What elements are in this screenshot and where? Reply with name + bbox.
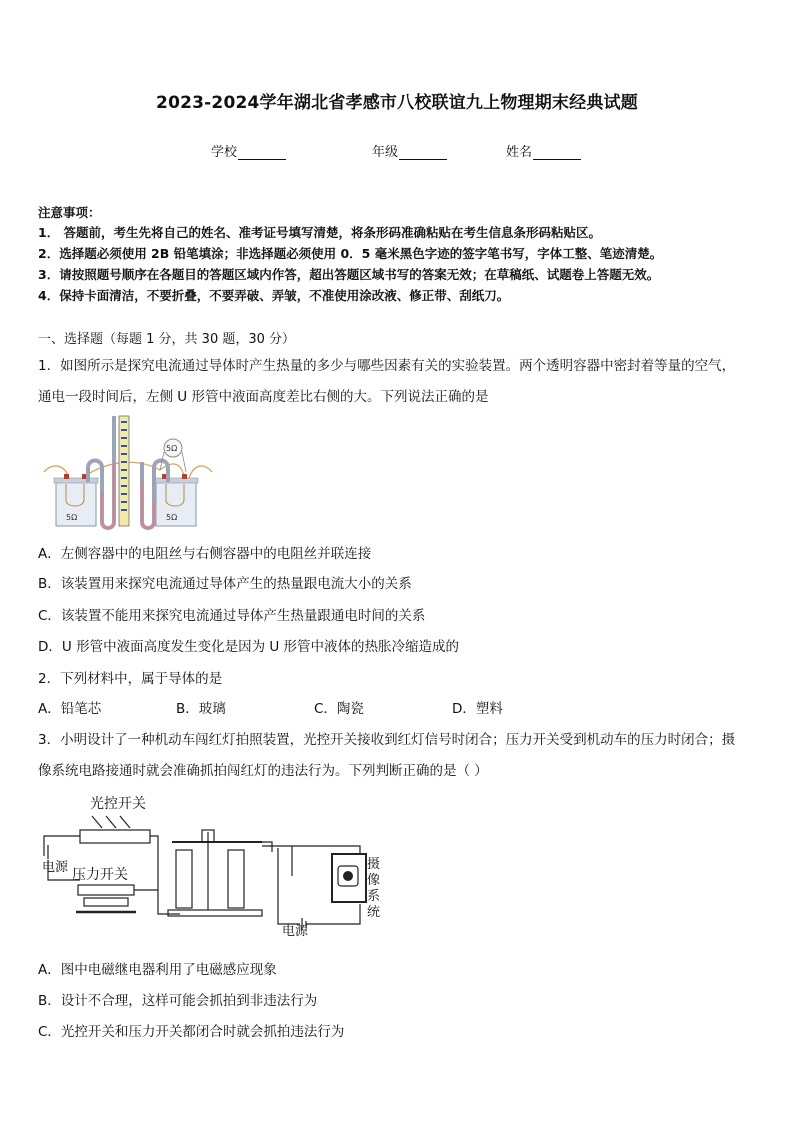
q1-option-a[interactable]: A．左侧容器中的电阻丝与右侧容器中的电阻丝并联连接 [38,546,372,562]
q1-left-resistor-label: 5Ω [66,513,78,522]
note-item: 3．请按照题号顺序在各题目的答题区域内作答，超出答题区域书写的答案无效；在草稿纸、试题卷上答题无效。 [38,267,660,282]
q3-wire [306,904,360,924]
q3-option-c[interactable]: C．光控开关和压力开关都闭合时就会抓拍违法行为 [38,1024,345,1040]
q1-left-terminal [64,474,69,479]
notes-heading: 注意事项： [38,205,101,220]
note-item: 4．保持卡面清洁，不要折叠，不要弄破、弄皱，不准使用涂改液、修正带、刮纸刀。 [38,288,510,303]
q3-wire [262,842,272,852]
q1-right-resistor-label: 5Ω [166,513,178,522]
q3-camera-label-char: 系 [367,889,381,904]
q1-right-lid [154,478,198,483]
q3-pressure-switch [78,885,134,895]
q3-wire [262,846,292,876]
name-field[interactable] [506,141,581,160]
q1-right-terminal [182,474,187,479]
q3-light-arrow [120,816,130,828]
q1-stem-line2: 通电一段时间后，左侧 U 形管中液面高度差比右侧的大。下列说法正确的是 [38,389,489,405]
q3-relay-coil-right [228,850,244,908]
q3-camera-label-char: 像 [367,873,381,888]
name-label: 姓名 [506,145,533,160]
q3-wire [44,836,80,848]
q3-pressure-switch-label: 压力开关 [72,867,128,883]
note-item: 2．选择题必须使用 2B 铅笔填涂；非选择题必须使用 0．5 毫米黑色字迹的签字笔书写，字体工整、笔迹清楚。 [38,246,663,261]
name-blank[interactable] [533,147,581,160]
q3-circuit-figure [40,790,390,940]
q3-pressure-base [84,898,128,906]
q3-camera-lens [343,871,353,881]
q1-top-resistor-label: 5Ω [166,444,178,453]
q1-stem-line1: 1．如图所示是探究电流通过导体时产生热量的多少与哪些因素有关的实验装置。两个透明容器中密封着等量的空气， [38,358,736,374]
q3-stem-line1: 3．小明设计了一种机动车闯红灯拍照装置，光控开关接收到红灯信号时闭合；压力开关受到机动车的压力时闭合；摄 [38,732,736,748]
q1-figure [42,412,214,530]
q1-option-b[interactable]: B．该装置用来探究电流通过导体产生的热量跟电流大小的关系 [38,576,412,592]
q1-option-d[interactable]: D．U 形管中液面高度发生变化是因为 U 形管中液体的热胀冷缩造成的 [38,639,460,655]
q3-option-a[interactable]: A．图中电磁继电器利用了电磁感应现象 [38,962,277,978]
q1-left-lid [54,478,98,483]
q3-light-switch-label: 光控开关 [90,796,146,812]
q3-stem-line2: 像系统电路接通时就会准确抓拍闯红灯的违法行为。下列判断正确的是（ ） [38,763,488,779]
q3-light-arrow [92,816,102,828]
q3-camera-label-char: 统 [367,905,381,920]
q3-relay-base [168,910,262,916]
q3-relay-coil-left [176,850,192,908]
page-title: 2023-2024学年湖北省孝感市八校联谊九上物理期末经典试题 [156,93,638,113]
section-title: 一、选择题（每题 1 分，共 30 题，30 分） [38,332,296,347]
grade-blank[interactable] [399,147,447,160]
grade-field[interactable] [372,141,447,160]
q1-option-c[interactable]: C．该装置不能用来探究电流通过导体产生热量跟通电时间的关系 [38,608,426,624]
school-field[interactable] [211,141,286,160]
q3-wire [278,890,300,924]
q2-option-a[interactable]: A．铅笔芯 [38,701,102,717]
q3-option-b[interactable]: B．设计不合理，这样可能会抓拍到非违法行为 [38,993,318,1009]
q3-camera-label-char: 摄 [367,857,381,872]
grade-label: 年级 [372,145,399,160]
q3-light-arrow [106,816,116,828]
school-blank[interactable] [238,147,286,160]
q2-option-b[interactable]: B．玻璃 [176,701,226,717]
q2-option-d[interactable]: D．塑料 [452,701,503,717]
q3-power-left-label: 电源 [42,860,69,875]
q3-power-bottom-label: 电源 [282,924,309,939]
q3-wire [292,846,360,854]
q2-stem: 2．下列材料中，属于导体的是 [38,671,223,687]
note-item: 1． 答题前，考生先将自己的姓名、准考证号填写清楚，将条形码准确粘贴在考生信息条形码粘贴区。 [38,225,602,240]
school-label: 学校 [211,145,238,160]
q2-option-c[interactable]: C．陶瓷 [314,701,364,717]
q3-light-switch [80,830,150,843]
